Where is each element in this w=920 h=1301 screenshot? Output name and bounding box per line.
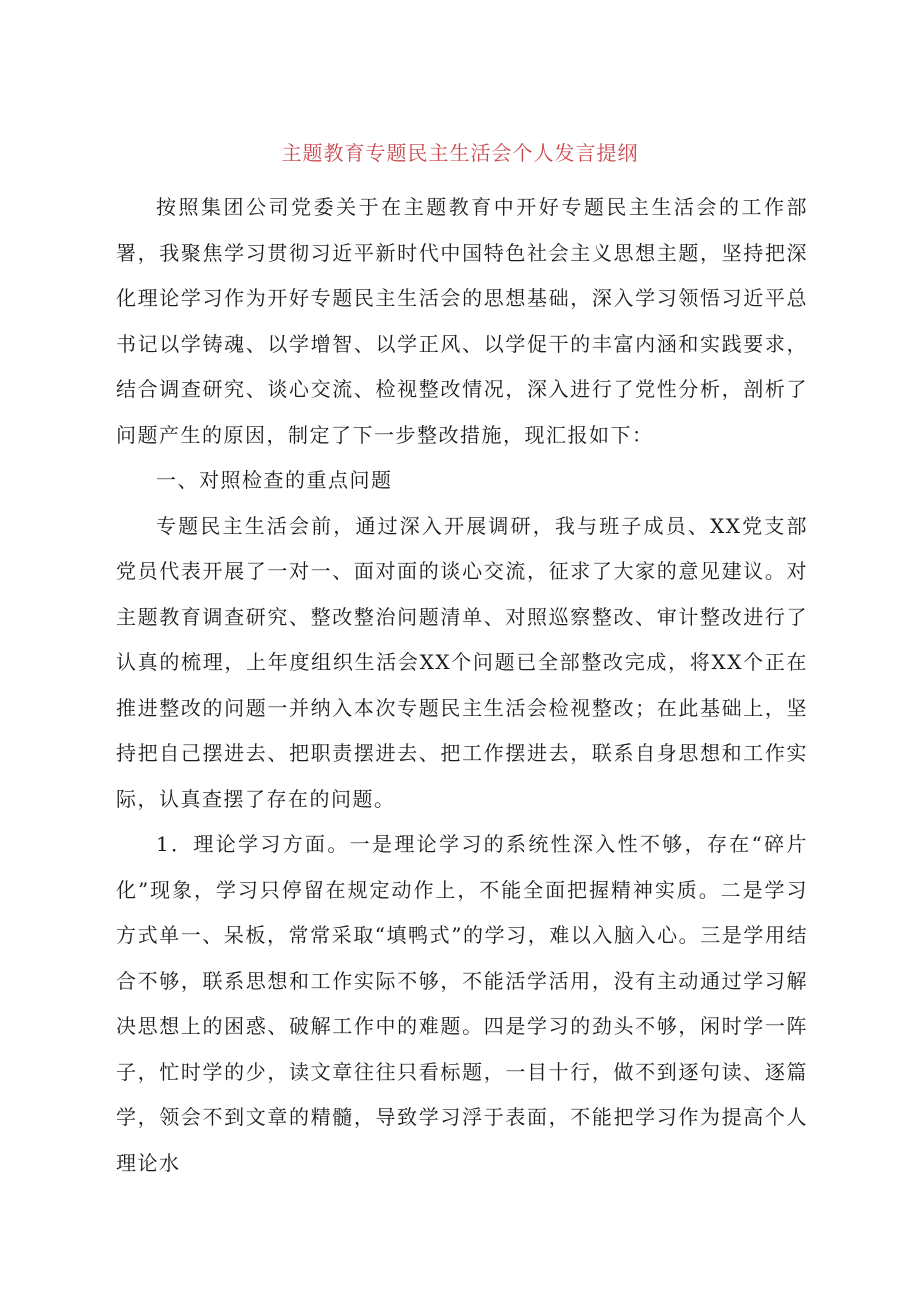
document-title: 主题教育专题民主生活会个人发言提纲 <box>281 141 639 165</box>
section-heading: 一、对照检查的重点问题 <box>156 468 393 492</box>
body-paragraph: 1．理论学习方面。一是理论学习的系统性深入性不够，存在“碎片化”现象，学习只停留在规定动作上，不能全面把握精神实质。二是学习方式单一、呆板，常常采取“填鸭式”的学习，难以入脑入心。三是学用结合不够，联系思想和工作实际不够，不能活学活用，没有主动通过学习解决思想上的困惑、破解工作中的难题。四是学习的劲头不够，闲时学一阵子，忙时学的少，读文章往往只看标题，一目十行，做不到逐句读、逐篇学，领会不到文章的精髓，导致学习浮于表面，不能把学习作为提高个人理论水 <box>116 832 808 1175</box>
document-body <box>116 185 808 1186</box>
body-paragraph: 专题民主生活会前，通过深入开展调研，我与班子成员、XX党支部党员代表开展了一对一、面对面的谈心交流，征求了大家的意见建议。对主题教育调查研究、整改整治问题清单、对照巡察整改、审计整改进行了认真的梳理，上年度组织生活会XX个问题已全部整改完成，将XX个正在推进整改的问题一并纳入本次专题民主生活会检视整改；在此基础上，坚持把自己摆进去、把职责摆进去、把工作摆进去，联系自身思想和工作实际，认真查摆了存在的问题。 <box>116 513 808 811</box>
intro-paragraph: 按照集团公司党委关于在主题教育中开好专题民主生活会的工作部署，我聚焦学习贯彻习近平新时代中国特色社会主义思想主题，坚持把深化理论学习作为开好专题民主生活会的思想基础，深入学习领悟习近平总书记以学铸魂、以学增智、以学正风、以学促干的丰富内涵和实践要求，结合调查研究、谈心交流、检视整改情况，深入进行了党性分析，剖析了问题产生的原因，制定了下一步整改措施，现汇报如下： <box>116 195 808 447</box>
